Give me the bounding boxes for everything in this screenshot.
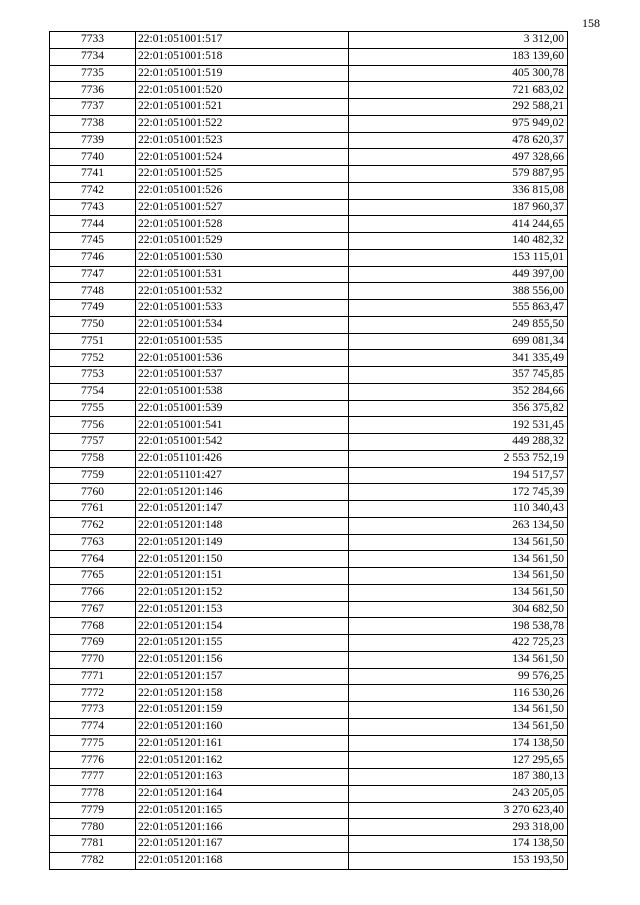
cadastral-number-cell: 22:01:051201:160 (136, 718, 349, 735)
value-cell: 336 815,08 (349, 182, 568, 199)
cadastral-number-cell: 22:01:051001:521 (136, 99, 349, 116)
row-number-cell: 7758 (50, 450, 136, 467)
value-cell: 3 312,00 (349, 32, 568, 49)
value-cell: 172 745,39 (349, 484, 568, 501)
table-row (50, 216, 568, 233)
table-row (50, 32, 568, 49)
value-cell: 110 340,43 (349, 501, 568, 518)
table-row (50, 166, 568, 183)
cadastral-number-cell: 22:01:051201:159 (136, 702, 349, 719)
value-cell: 357 745,85 (349, 367, 568, 384)
cadastral-number-cell: 22:01:051001:519 (136, 65, 349, 82)
value-cell: 579 887,95 (349, 166, 568, 183)
value-cell: 134 561,50 (349, 584, 568, 601)
table-row (50, 82, 568, 99)
table-row (50, 702, 568, 719)
value-cell: 352 284,66 (349, 383, 568, 400)
value-cell: 555 863,47 (349, 300, 568, 317)
row-number-cell: 7746 (50, 249, 136, 266)
row-number-cell: 7742 (50, 182, 136, 199)
table-row (50, 266, 568, 283)
table-row (50, 752, 568, 769)
value-cell: 388 556,00 (349, 283, 568, 300)
row-number-cell: 7775 (50, 735, 136, 752)
table-row (50, 467, 568, 484)
table-row (50, 802, 568, 819)
table-row (50, 785, 568, 802)
row-number-cell: 7773 (50, 702, 136, 719)
row-number-cell: 7779 (50, 802, 136, 819)
cadastral-number-cell: 22:01:051001:532 (136, 283, 349, 300)
value-cell: 134 561,50 (349, 651, 568, 668)
value-cell: 153 115,01 (349, 249, 568, 266)
row-number-cell: 7743 (50, 199, 136, 216)
value-cell: 304 682,50 (349, 601, 568, 618)
row-number-cell: 7765 (50, 568, 136, 585)
table-row (50, 584, 568, 601)
value-cell: 194 517,57 (349, 467, 568, 484)
table-row (50, 635, 568, 652)
cadastral-number-cell: 22:01:051001:534 (136, 316, 349, 333)
cadastral-number-cell: 22:01:051201:153 (136, 601, 349, 618)
table-row (50, 819, 568, 836)
value-cell: 405 300,78 (349, 65, 568, 82)
table-row (50, 233, 568, 250)
value-cell: 134 561,50 (349, 551, 568, 568)
table-row (50, 149, 568, 166)
value-cell: 134 561,50 (349, 702, 568, 719)
cadastral-number-cell: 22:01:051201:154 (136, 618, 349, 635)
table-row (50, 99, 568, 116)
cadastral-number-cell: 22:01:051001:542 (136, 434, 349, 451)
table-row (50, 735, 568, 752)
row-number-cell: 7778 (50, 785, 136, 802)
value-cell: 249 855,50 (349, 316, 568, 333)
value-cell: 183 139,60 (349, 48, 568, 65)
cadastral-number-cell: 22:01:051001:525 (136, 166, 349, 183)
cadastral-number-cell: 22:01:051201:158 (136, 685, 349, 702)
row-number-cell: 7761 (50, 501, 136, 518)
cadastral-number-cell: 22:01:051001:518 (136, 48, 349, 65)
value-cell: 116 530,26 (349, 685, 568, 702)
row-number-cell: 7759 (50, 467, 136, 484)
table-row (50, 601, 568, 618)
cadastral-number-cell: 22:01:051201:166 (136, 819, 349, 836)
cadastral-number-cell: 22:01:051201:156 (136, 651, 349, 668)
value-cell: 497 328,66 (349, 149, 568, 166)
row-number-cell: 7749 (50, 300, 136, 317)
cadastral-number-cell: 22:01:051201:167 (136, 836, 349, 853)
value-cell: 134 561,50 (349, 718, 568, 735)
row-number-cell: 7760 (50, 484, 136, 501)
cadastral-number-cell: 22:01:051001:530 (136, 249, 349, 266)
cadastral-number-cell: 22:01:051001:522 (136, 115, 349, 132)
row-number-cell: 7750 (50, 316, 136, 333)
cadastral-number-cell: 22:01:051001:541 (136, 417, 349, 434)
row-number-cell: 7736 (50, 82, 136, 99)
cadastral-number-cell: 22:01:051001:529 (136, 233, 349, 250)
table-row (50, 551, 568, 568)
cadastral-number-cell: 22:01:051201:168 (136, 852, 349, 869)
table-row (50, 568, 568, 585)
cadastral-number-cell: 22:01:051201:162 (136, 752, 349, 769)
value-cell: 263 134,50 (349, 517, 568, 534)
value-cell: 721 683,02 (349, 82, 568, 99)
table-row (50, 434, 568, 451)
row-number-cell: 7745 (50, 233, 136, 250)
value-cell: 449 288,32 (349, 434, 568, 451)
cadastral-number-cell: 22:01:051001:535 (136, 333, 349, 350)
cadastral-number-cell: 22:01:051101:427 (136, 467, 349, 484)
row-number-cell: 7754 (50, 383, 136, 400)
row-number-cell: 7763 (50, 534, 136, 551)
value-cell: 414 244,65 (349, 216, 568, 233)
row-number-cell: 7751 (50, 333, 136, 350)
page-number: 158 (582, 16, 600, 30)
table-row (50, 316, 568, 333)
cadastral-number-cell: 22:01:051201:155 (136, 635, 349, 652)
table-row (50, 283, 568, 300)
value-cell: 478 620,37 (349, 132, 568, 149)
row-number-cell: 7757 (50, 434, 136, 451)
value-cell: 134 561,50 (349, 534, 568, 551)
row-number-cell: 7740 (50, 149, 136, 166)
cadastral-number-cell: 22:01:051201:157 (136, 668, 349, 685)
value-cell: 187 380,13 (349, 769, 568, 786)
table-row (50, 400, 568, 417)
table-row (50, 769, 568, 786)
table-row (50, 651, 568, 668)
value-cell: 699 081,34 (349, 333, 568, 350)
table-row (50, 182, 568, 199)
row-number-cell: 7747 (50, 266, 136, 283)
cadastral-number-cell: 22:01:051201:150 (136, 551, 349, 568)
value-cell: 3 270 623,40 (349, 802, 568, 819)
row-number-cell: 7737 (50, 99, 136, 116)
cadastral-number-cell: 22:01:051201:151 (136, 568, 349, 585)
row-number-cell: 7733 (50, 32, 136, 49)
cadastral-number-cell: 22:01:051001:520 (136, 82, 349, 99)
row-number-cell: 7777 (50, 769, 136, 786)
cadastral-number-cell: 22:01:051201:148 (136, 517, 349, 534)
row-number-cell: 7767 (50, 601, 136, 618)
row-number-cell: 7766 (50, 584, 136, 601)
row-number-cell: 7782 (50, 852, 136, 869)
value-cell: 174 138,50 (349, 836, 568, 853)
table-row (50, 517, 568, 534)
table-row (50, 668, 568, 685)
table-row (50, 484, 568, 501)
value-cell: 243 205,05 (349, 785, 568, 802)
cadastral-number-cell: 22:01:051201:149 (136, 534, 349, 551)
cadastral-number-cell: 22:01:051001:538 (136, 383, 349, 400)
table-row (50, 48, 568, 65)
table-row (50, 199, 568, 216)
value-cell: 449 397,00 (349, 266, 568, 283)
row-number-cell: 7756 (50, 417, 136, 434)
row-number-cell: 7741 (50, 166, 136, 183)
cadastral-number-cell: 22:01:051001:527 (136, 199, 349, 216)
cadastral-number-cell: 22:01:051101:426 (136, 450, 349, 467)
cadastral-number-cell: 22:01:051201:165 (136, 802, 349, 819)
cadastral-number-cell: 22:01:051201:163 (136, 769, 349, 786)
row-number-cell: 7771 (50, 668, 136, 685)
table-row (50, 249, 568, 266)
table-row (50, 534, 568, 551)
value-cell: 292 588,21 (349, 99, 568, 116)
table-row (50, 718, 568, 735)
cadastral-number-cell: 22:01:051001:539 (136, 400, 349, 417)
cadastral-number-cell: 22:01:051001:531 (136, 266, 349, 283)
row-number-cell: 7748 (50, 283, 136, 300)
row-number-cell: 7768 (50, 618, 136, 635)
value-cell: 356 375,82 (349, 400, 568, 417)
cadastral-number-cell: 22:01:051201:147 (136, 501, 349, 518)
cadastral-number-cell: 22:01:051001:526 (136, 182, 349, 199)
row-number-cell: 7772 (50, 685, 136, 702)
cadastral-number-cell: 22:01:051001:533 (136, 300, 349, 317)
row-number-cell: 7734 (50, 48, 136, 65)
table-row (50, 852, 568, 869)
value-cell: 293 318,00 (349, 819, 568, 836)
row-number-cell: 7752 (50, 350, 136, 367)
row-number-cell: 7753 (50, 367, 136, 384)
cadastral-value-table (49, 31, 568, 870)
row-number-cell: 7755 (50, 400, 136, 417)
row-number-cell: 7764 (50, 551, 136, 568)
table-row (50, 836, 568, 853)
row-number-cell: 7770 (50, 651, 136, 668)
row-number-cell: 7762 (50, 517, 136, 534)
row-number-cell: 7769 (50, 635, 136, 652)
cadastral-number-cell: 22:01:051001:528 (136, 216, 349, 233)
table-row (50, 300, 568, 317)
table-body (50, 32, 568, 870)
value-cell: 140 482,32 (349, 233, 568, 250)
cadastral-number-cell: 22:01:051001:524 (136, 149, 349, 166)
value-cell: 2 553 752,19 (349, 450, 568, 467)
cadastral-number-cell: 22:01:051001:537 (136, 367, 349, 384)
value-cell: 153 193,50 (349, 852, 568, 869)
cadastral-number-cell: 22:01:051201:152 (136, 584, 349, 601)
table-row (50, 367, 568, 384)
value-cell: 99 576,25 (349, 668, 568, 685)
row-number-cell: 7776 (50, 752, 136, 769)
table-row (50, 132, 568, 149)
value-cell: 341 335,49 (349, 350, 568, 367)
table-row (50, 450, 568, 467)
row-number-cell: 7738 (50, 115, 136, 132)
table-row (50, 618, 568, 635)
row-number-cell: 7774 (50, 718, 136, 735)
cadastral-number-cell: 22:01:051001:536 (136, 350, 349, 367)
table-row (50, 501, 568, 518)
row-number-cell: 7735 (50, 65, 136, 82)
cadastral-number-cell: 22:01:051001:523 (136, 132, 349, 149)
value-cell: 975 949,02 (349, 115, 568, 132)
row-number-cell: 7739 (50, 132, 136, 149)
cadastral-number-cell: 22:01:051201:146 (136, 484, 349, 501)
table-row (50, 65, 568, 82)
row-number-cell: 7744 (50, 216, 136, 233)
table-row (50, 383, 568, 400)
value-cell: 134 561,50 (349, 568, 568, 585)
value-cell: 127 295,65 (349, 752, 568, 769)
table-row (50, 115, 568, 132)
value-cell: 198 538,78 (349, 618, 568, 635)
value-cell: 187 960,37 (349, 199, 568, 216)
cadastral-number-cell: 22:01:051201:161 (136, 735, 349, 752)
cadastral-number-cell: 22:01:051001:517 (136, 32, 349, 49)
table-row (50, 350, 568, 367)
table-row (50, 333, 568, 350)
row-number-cell: 7781 (50, 836, 136, 853)
value-cell: 192 531,45 (349, 417, 568, 434)
table-row (50, 685, 568, 702)
value-cell: 174 138,50 (349, 735, 568, 752)
table-row (50, 417, 568, 434)
cadastral-number-cell: 22:01:051201:164 (136, 785, 349, 802)
value-cell: 422 725,23 (349, 635, 568, 652)
row-number-cell: 7780 (50, 819, 136, 836)
